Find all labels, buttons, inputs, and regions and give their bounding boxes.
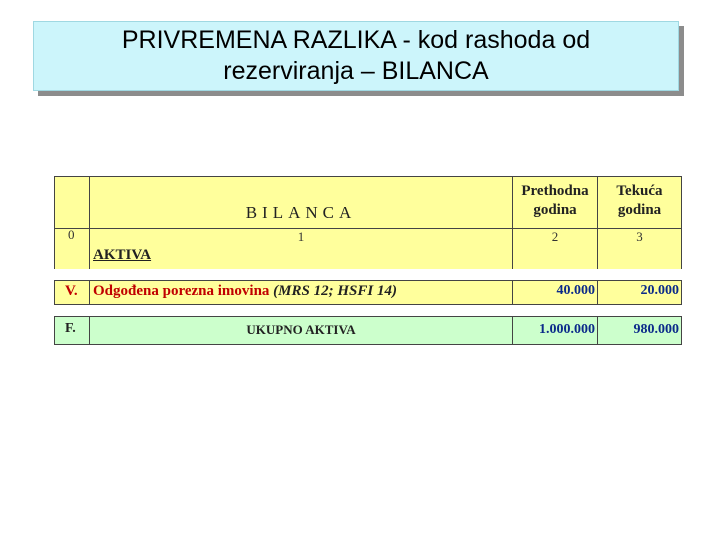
title-line-2: rezerviranja – BILANCA bbox=[223, 57, 489, 85]
curr-col-line-2: godina bbox=[617, 202, 662, 218]
prev-col-line-1: Prethodna bbox=[521, 183, 589, 199]
header-cell-bilanca bbox=[90, 177, 513, 229]
col-number-2: 2 bbox=[513, 229, 598, 246]
aktiva-prev-cell bbox=[513, 245, 598, 269]
aktiva-curr-cell bbox=[598, 245, 682, 269]
row-v-reference: (MRS 12; HSFI 14) bbox=[273, 283, 397, 299]
table-header-row bbox=[54, 176, 682, 229]
row-f-label: UKUPNO AKTIVA bbox=[90, 317, 513, 344]
row-v-curr-value: 20.000 bbox=[598, 281, 682, 304]
header-cell-code bbox=[54, 177, 90, 229]
col-number-3: 3 bbox=[598, 229, 682, 246]
row-f-code: F. bbox=[54, 317, 90, 344]
aktiva-row bbox=[54, 245, 682, 269]
slide-title bbox=[33, 21, 679, 91]
table-row-deferred-tax bbox=[54, 280, 682, 305]
curr-col-line-1: Tekuća bbox=[616, 183, 663, 199]
row-v-label: Odgođena porezna imovina bbox=[93, 283, 270, 299]
header-cell-curr-year bbox=[598, 177, 682, 229]
bilanca-heading: BILANCA bbox=[245, 203, 357, 222]
prev-col-line-2: godina bbox=[533, 202, 577, 218]
col-number-0: 0 bbox=[54, 229, 90, 246]
table-row-total-assets bbox=[54, 316, 682, 345]
aktiva-code-cell bbox=[54, 245, 90, 269]
row-v-code: V. bbox=[54, 281, 90, 304]
row-f-prev-value: 1.000.000 bbox=[513, 317, 598, 344]
col-number-1: 1 bbox=[90, 229, 513, 246]
aktiva-label: AKTIVA bbox=[93, 247, 152, 263]
row-f-curr-value: 980.000 bbox=[598, 317, 682, 344]
row-v-label-cell bbox=[90, 281, 513, 304]
title-line-1: PRIVREMENA RAZLIKA - kod rashoda od bbox=[121, 26, 591, 54]
row-v-prev-value: 40.000 bbox=[513, 281, 598, 304]
aktiva-label-cell bbox=[90, 245, 513, 269]
header-cell-prev-year bbox=[513, 177, 598, 229]
